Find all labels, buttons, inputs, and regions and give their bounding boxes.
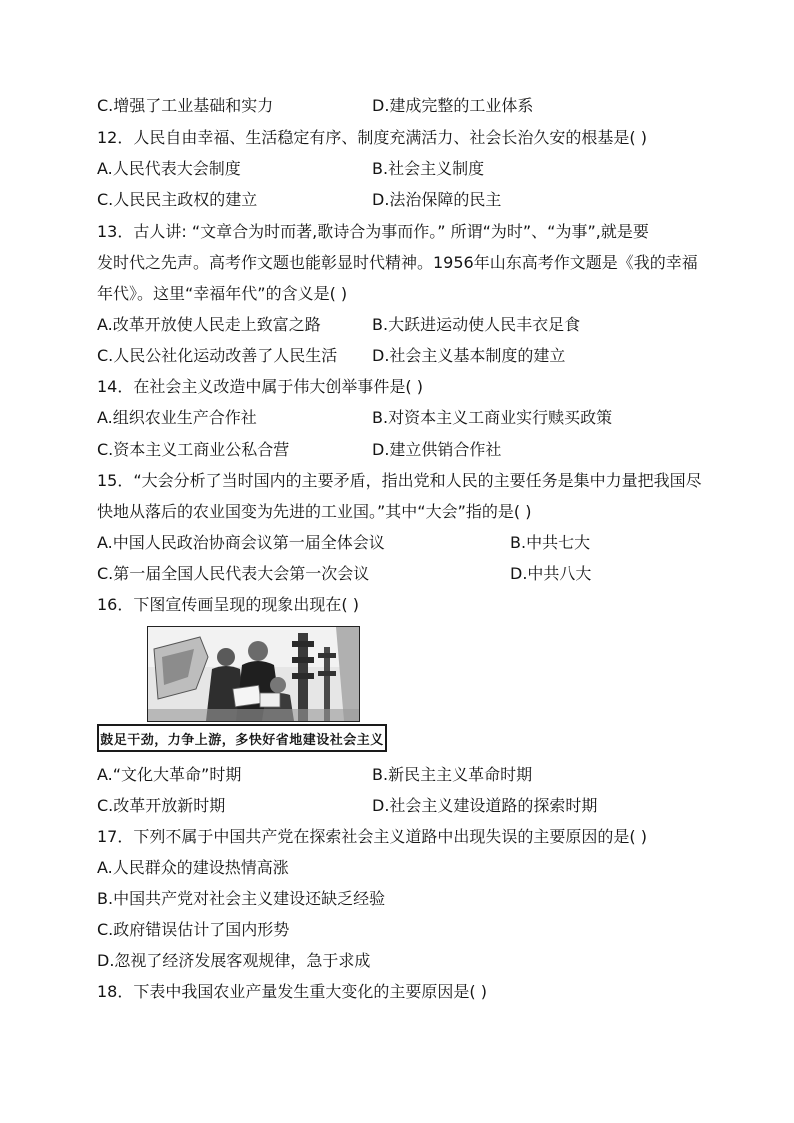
q13-option-a: A.改革开放使人民走上致富之路 xyxy=(97,315,321,334)
q15-option-c: C.第一届全国人民代表大会第一次会议 xyxy=(97,564,370,583)
q15-option-d: D.中共八大 xyxy=(510,564,592,583)
q14-option-b: B.对资本主义工商业实行赎买政策 xyxy=(372,408,613,427)
q17-stem: 17．下列不属于中国共产党在探索社会主义道路中出现失误的主要原因的是( ) xyxy=(97,827,647,846)
q15-option-a: A.中国人民政治协商会议第一届全体会议 xyxy=(97,533,385,552)
q16-option-b: B.新民主主义革命时期 xyxy=(372,765,533,784)
q13-option-c: C.人民公社化运动改善了人民生活 xyxy=(97,346,338,365)
q12-option-c: C.人民民主政权的建立 xyxy=(97,190,258,209)
q16-option-d: D.社会主义建设道路的探索时期 xyxy=(372,796,598,815)
q15-stem-line-1: 15．“大会分析了当时国内的主要矛盾，指出党和人民的主要任务是集中力量把我国尽 xyxy=(97,471,702,490)
q13-option-b: B.大跃进运动使人民丰衣足食 xyxy=(372,315,581,334)
q17-option-c: C.政府错误估计了国内形势 xyxy=(97,920,290,939)
q17-option-b: B.中国共产党对社会主义建设还缺乏经验 xyxy=(97,889,386,908)
q12-option-d: D.法治保障的民主 xyxy=(372,190,502,209)
q11-option-d: D.建成完整的工业体系 xyxy=(372,96,534,115)
q18-stem: 18．下表中我国农业产量发生重大变化的主要原因是( ) xyxy=(97,982,487,1001)
q16-option-c: C.改革开放新时期 xyxy=(97,796,226,815)
q17-option-d: D.忽视了经济发展客观规律，急于求成 xyxy=(97,951,371,970)
q13-stem-line-2: 发时代之先声。高考作文题也能彰显时代精神。1956年山东高考作文题是《我的幸福 xyxy=(97,253,698,272)
q12-option-a: A.人民代表大会制度 xyxy=(97,159,241,178)
propaganda-poster xyxy=(97,626,389,754)
q13-stem-line-3: 年代》。这里“幸福年代”的含义是( ) xyxy=(97,284,348,303)
poster-photo xyxy=(147,626,360,722)
q14-stem: 14．在社会主义改造中属于伟大创举事件是( ) xyxy=(97,377,423,396)
q13-stem-line-1: 13．古人讲: “文章合为时而著,歌诗合为事而作。” 所谓“为时”、“为事”,就是要 xyxy=(97,222,649,241)
q12-stem: 12．人民自由幸福、生活稳定有序、制度充满活力、社会长治久安的根基是( ) xyxy=(97,128,647,147)
q14-option-c: C.资本主义工商业公私合营 xyxy=(97,440,290,459)
q11-option-c: C.增强了工业基础和实力 xyxy=(97,96,274,115)
q17-option-a: A.人民群众的建设热情高涨 xyxy=(97,858,289,877)
q12-option-b: B.社会主义制度 xyxy=(372,159,485,178)
poster-caption: 鼓足干劲，力争上游，多快好省地建设社会主义 xyxy=(100,732,384,748)
q15-stem-line-2: 快地从落后的农业国变为先进的工业国。”其中“大会”指的是( ) xyxy=(97,502,532,521)
q14-option-a: A.组织农业生产合作社 xyxy=(97,408,257,427)
q14-option-d: D.建立供销合作社 xyxy=(372,440,502,459)
q15-option-b: B.中共七大 xyxy=(510,533,591,552)
poster-illustration xyxy=(148,627,359,721)
q16-stem: 16．下图宣传画呈现的现象出现在( ) xyxy=(97,595,359,614)
q16-option-a: A.“文化大革命”时期 xyxy=(97,765,242,784)
poster-caption-box xyxy=(97,724,387,752)
q13-option-d: D.社会主义基本制度的建立 xyxy=(372,346,566,365)
